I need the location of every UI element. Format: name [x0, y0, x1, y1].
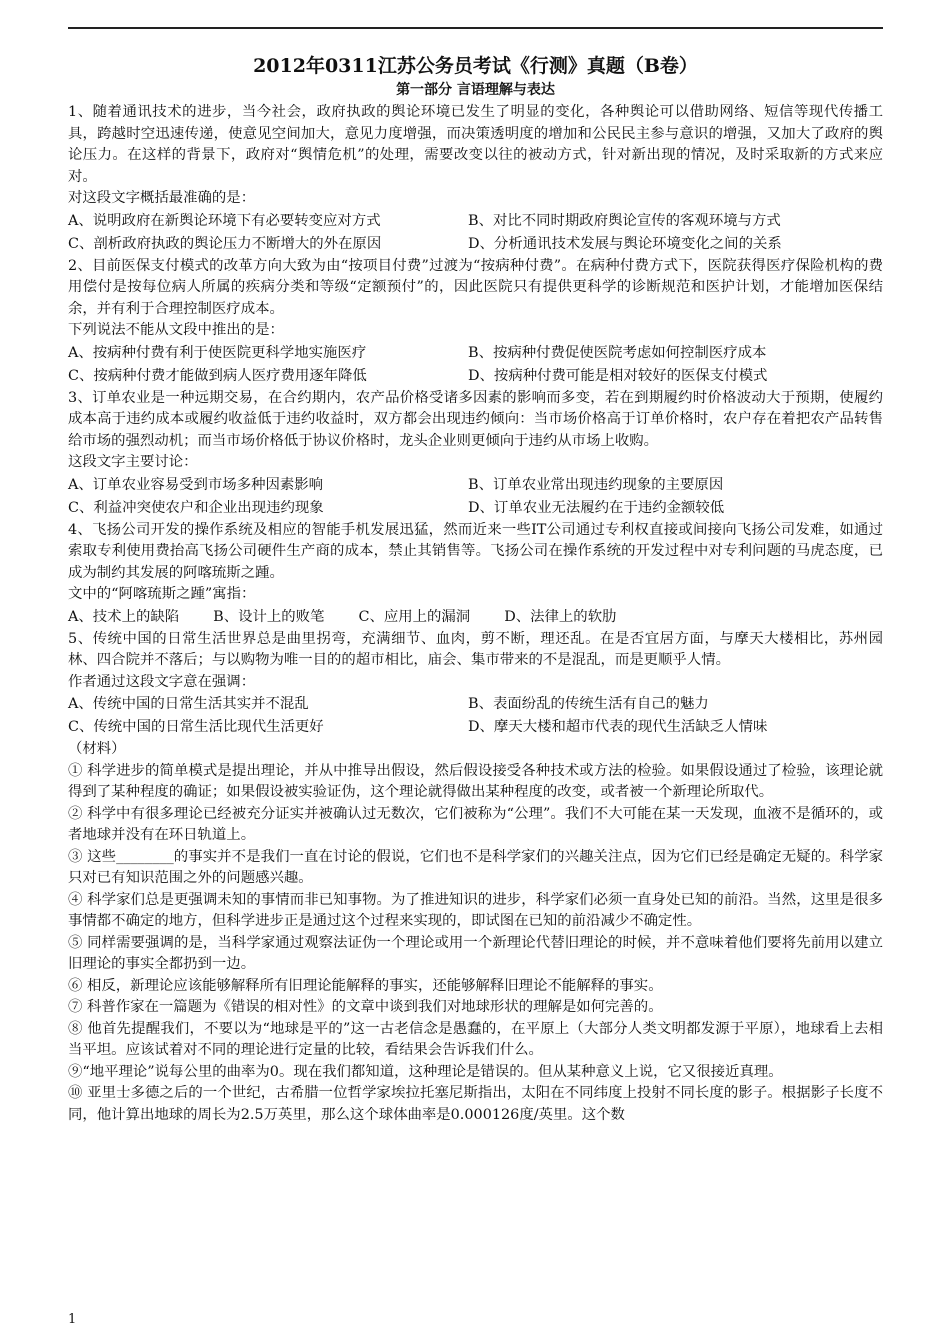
question-2-prompt: 下列说法不能从文段中推出的是：	[68, 322, 284, 338]
question-1-stem: 1、随着通讯技术的进步，当今社会，政府执政的舆论环境已发生了明显的变化，各种舆论可以借助网络、短信等现代传播工具，跨越时空迅速传递，使意见空间加大，意见力度增强，而决策透明度的增加和公民民主参与意识的增强，又加大了政府的舆论压力。在这样的背景下，政府对“舆情危机”的处理，需要改变以往的被动方式，针对新出现的情况，及时采取新的方式来应对。	[68, 104, 883, 185]
document-page	[68, 52, 883, 1126]
question-3-option-b: B、订单农业常出现违约现象的主要原因	[468, 476, 724, 493]
question-1-option-d: D、分析通讯技术发展与舆论环境变化之间的关系	[468, 235, 782, 252]
question-5-prompt: 作者通过这段文字意在强调：	[68, 673, 256, 690]
question-1-option-b: B、对比不同时期政府舆论宣传的客观环境与方式	[468, 212, 781, 229]
question-1-options-row-2	[68, 233, 883, 256]
question-4-option-c: C、应用上的漏洞	[358, 608, 471, 625]
section-heading: 第一部分 言语理解与表达	[396, 82, 555, 98]
material-paragraph-9: ⑨“地平理论”说每公里的曲率为0。现在我们都知道，这种理论是错误的。但从某种意义上说，它又很接近真理。	[68, 1063, 783, 1080]
question-5-option-b: B、表面纷乱的传统生活有自己的魅力	[468, 696, 709, 712]
question-2-option-a: A、按病种付费有利于使医院更科学地实施医疗	[68, 344, 367, 361]
page-number: 1	[68, 1312, 77, 1327]
question-3-option-c: C、利益冲突使农户和企业出现违约现象	[68, 499, 324, 516]
question-3-stem: 3、订单农业是一种远期交易，在合约期内，农产品价格受诸多因素的影响而多变，若在到期履约时价格波动大于预期，使履约成本高于违约成本或履约收益低于违约收益时，双方都会出现违约倾向：当市场价格高于订单价格时，农户存在着把农产品转售给市场的强烈动机；而当市场价格低于协议价格时，龙头企业则更倾向于违约从市场上收购。	[68, 389, 883, 449]
question-3-option-a: A、订单农业容易受到市场多种因素影响	[68, 476, 324, 493]
question-4-stem: 4、飞扬公司开发的操作系统及相应的智能手机发展迅猛，然而近来一些IT公司通过专利权直接或间接向飞扬公司发难，如通过索取专利使用费抬高飞扬公司硬件生产商的成本，禁止其销售等。飞扬公司在操作系统的开发过程中对专利问题的马虎态度，已成为制约其发展的阿喀琉斯之踵。	[68, 521, 883, 581]
question-3-options-row-1	[68, 474, 883, 497]
question-5-option-c: C、传统中国的日常生活比现代生活更好	[68, 719, 324, 735]
question-5-options-row-2	[68, 716, 883, 739]
question-3-option-d: D、订单农业无法履约在于违约金额较低	[468, 499, 725, 516]
material-paragraph-3: ③ 这些________的事实并不是我们一直在讨论的假说，它们也不是科学家们的兴趣关注点，因为它们已经是确定无疑的。科学家只对已有知识范围之外的问题感兴趣。	[68, 848, 883, 886]
question-5-option-a: A、传统中国的日常生活其实并不混乱	[68, 696, 309, 712]
question-2-options-row-2	[68, 365, 883, 388]
question-4-options-row	[68, 606, 883, 629]
question-4-option-d: D、法律上的软肋	[504, 608, 617, 625]
question-2-options-row-1	[68, 342, 883, 365]
material-paragraph-4: ④ 科学家们总是更强调未知的事情而非已知事物。为了推进知识的进步，科学家们必须一直身处已知的前沿。当然，这里是很多事情都不确定的地方，但科学进步正是通过这个过程来实现的，即试图在已知的前沿减少不确定性。	[68, 891, 883, 929]
material-label: （材料）	[68, 741, 126, 757]
top-rule	[68, 27, 883, 29]
material-paragraph-7: ⑦ 科普作家在一篇题为《错误的相对性》的文章中谈到我们对地球形状的理解是如何完善的。	[68, 999, 663, 1015]
question-1-prompt: 对这段文字概括最准确的是：	[68, 190, 256, 206]
material-paragraph-5: ⑤ 同样需要强调的是，当科学家通过观察法证伪一个理论或用一个新理论代替旧理论的时候，并不意味着他们要将先前用以建立旧理论的事实全都扔到一边。	[68, 934, 883, 972]
question-2-option-c: C、按病种付费才能做到病人医疗费用逐年降低	[68, 367, 367, 384]
question-5-option-d: D、摩天大楼和超市代表的现代生活缺乏人情味	[468, 719, 768, 735]
question-5-options-row-1	[68, 693, 883, 716]
question-4-option-b: B、设计上的败笔	[213, 608, 325, 625]
question-4-option-a: A、技术上的缺陷	[68, 608, 180, 625]
question-3-options-row-2	[68, 497, 883, 520]
question-2-option-d: D、按病种付费可能是相对较好的医保支付模式	[468, 367, 768, 384]
question-1-option-c: C、剖析政府执政的舆论压力不断增大的外在原因	[68, 235, 382, 252]
material-paragraph-6: ⑥ 相反，新理论应该能够解释所有旧理论能解释的事实，还能够解释旧理论不能解释的事实。	[68, 977, 663, 994]
question-1-option-a: A、说明政府在新舆论环境下有必要转变应对方式	[68, 212, 381, 229]
question-5-stem: 5、传统中国的日常生活世界总是曲里拐弯，充满细节、血肉，剪不断，理还乱。在是否宜居方面，与摩天大楼相比，苏州园林、四合院并不落后；与以购物为唯一目的的超市相比，庙会、集市带来的不是混乱，而是更顺乎人情。	[68, 630, 883, 668]
question-2-stem: 2、目前医保支付模式的改革方向大致为由“按项目付费”过渡为“按病种付费”。在病种付费方式下，医院获得医疗保险机构的费用偿付是按每位病人所属的疾病分类和等级“定额预付”的，因此医院只有提供更科学的诊断规范和医护计划，才能增加医保结余，并有利于合理控制医疗成本。	[68, 257, 883, 317]
material-paragraph-10: ⑩ 亚里士多德之后的一个世纪，古希腊一位哲学家埃拉托塞尼斯指出，太阳在不同纬度上投射不同长度的影子。根据影子长度不同，他计算出地球的周长为2.5万英里，那么这个球体曲率是0.000126度/英里。这个数	[68, 1085, 883, 1123]
document-title: 2012年0311江苏公务员考试《行测》真题（B卷）	[253, 55, 698, 77]
material-paragraph-1: ① 科学进步的简单模式是提出理论，并从中推导出假设，然后假设接受各种技术或方法的检验。如果假设通过了检验，该理论就得到了某种程度的确证；如果假设被实验证伪，这个理论就得做出某种程度的改变，或者被一个新理论所取代。	[68, 762, 883, 800]
question-3-prompt: 这段文字主要讨论：	[68, 454, 198, 470]
material-paragraph-2: ② 科学中有很多理论已经被充分证实并被确认过无数次，它们被称为“公理”。我们不大可能在某一天发现，血液不是循环的，或者地球并没有在环日轨道上。	[68, 805, 883, 843]
question-1-options-row-1	[68, 210, 883, 233]
question-2-option-b: B、按病种付费促使医院考虑如何控制医疗成本	[468, 344, 767, 361]
question-4-prompt: 文中的“阿喀琉斯之踵”寓指：	[68, 586, 256, 602]
material-paragraph-8: ⑧ 他首先提醒我们，不要以为“地球是平的”这一古老信念是愚蠢的，在平原上（大部分人类文明都发源于平原），地球看上去相当平坦。应该试着对不同的理论进行定量的比较，看结果会告诉我们什么。	[68, 1020, 883, 1058]
